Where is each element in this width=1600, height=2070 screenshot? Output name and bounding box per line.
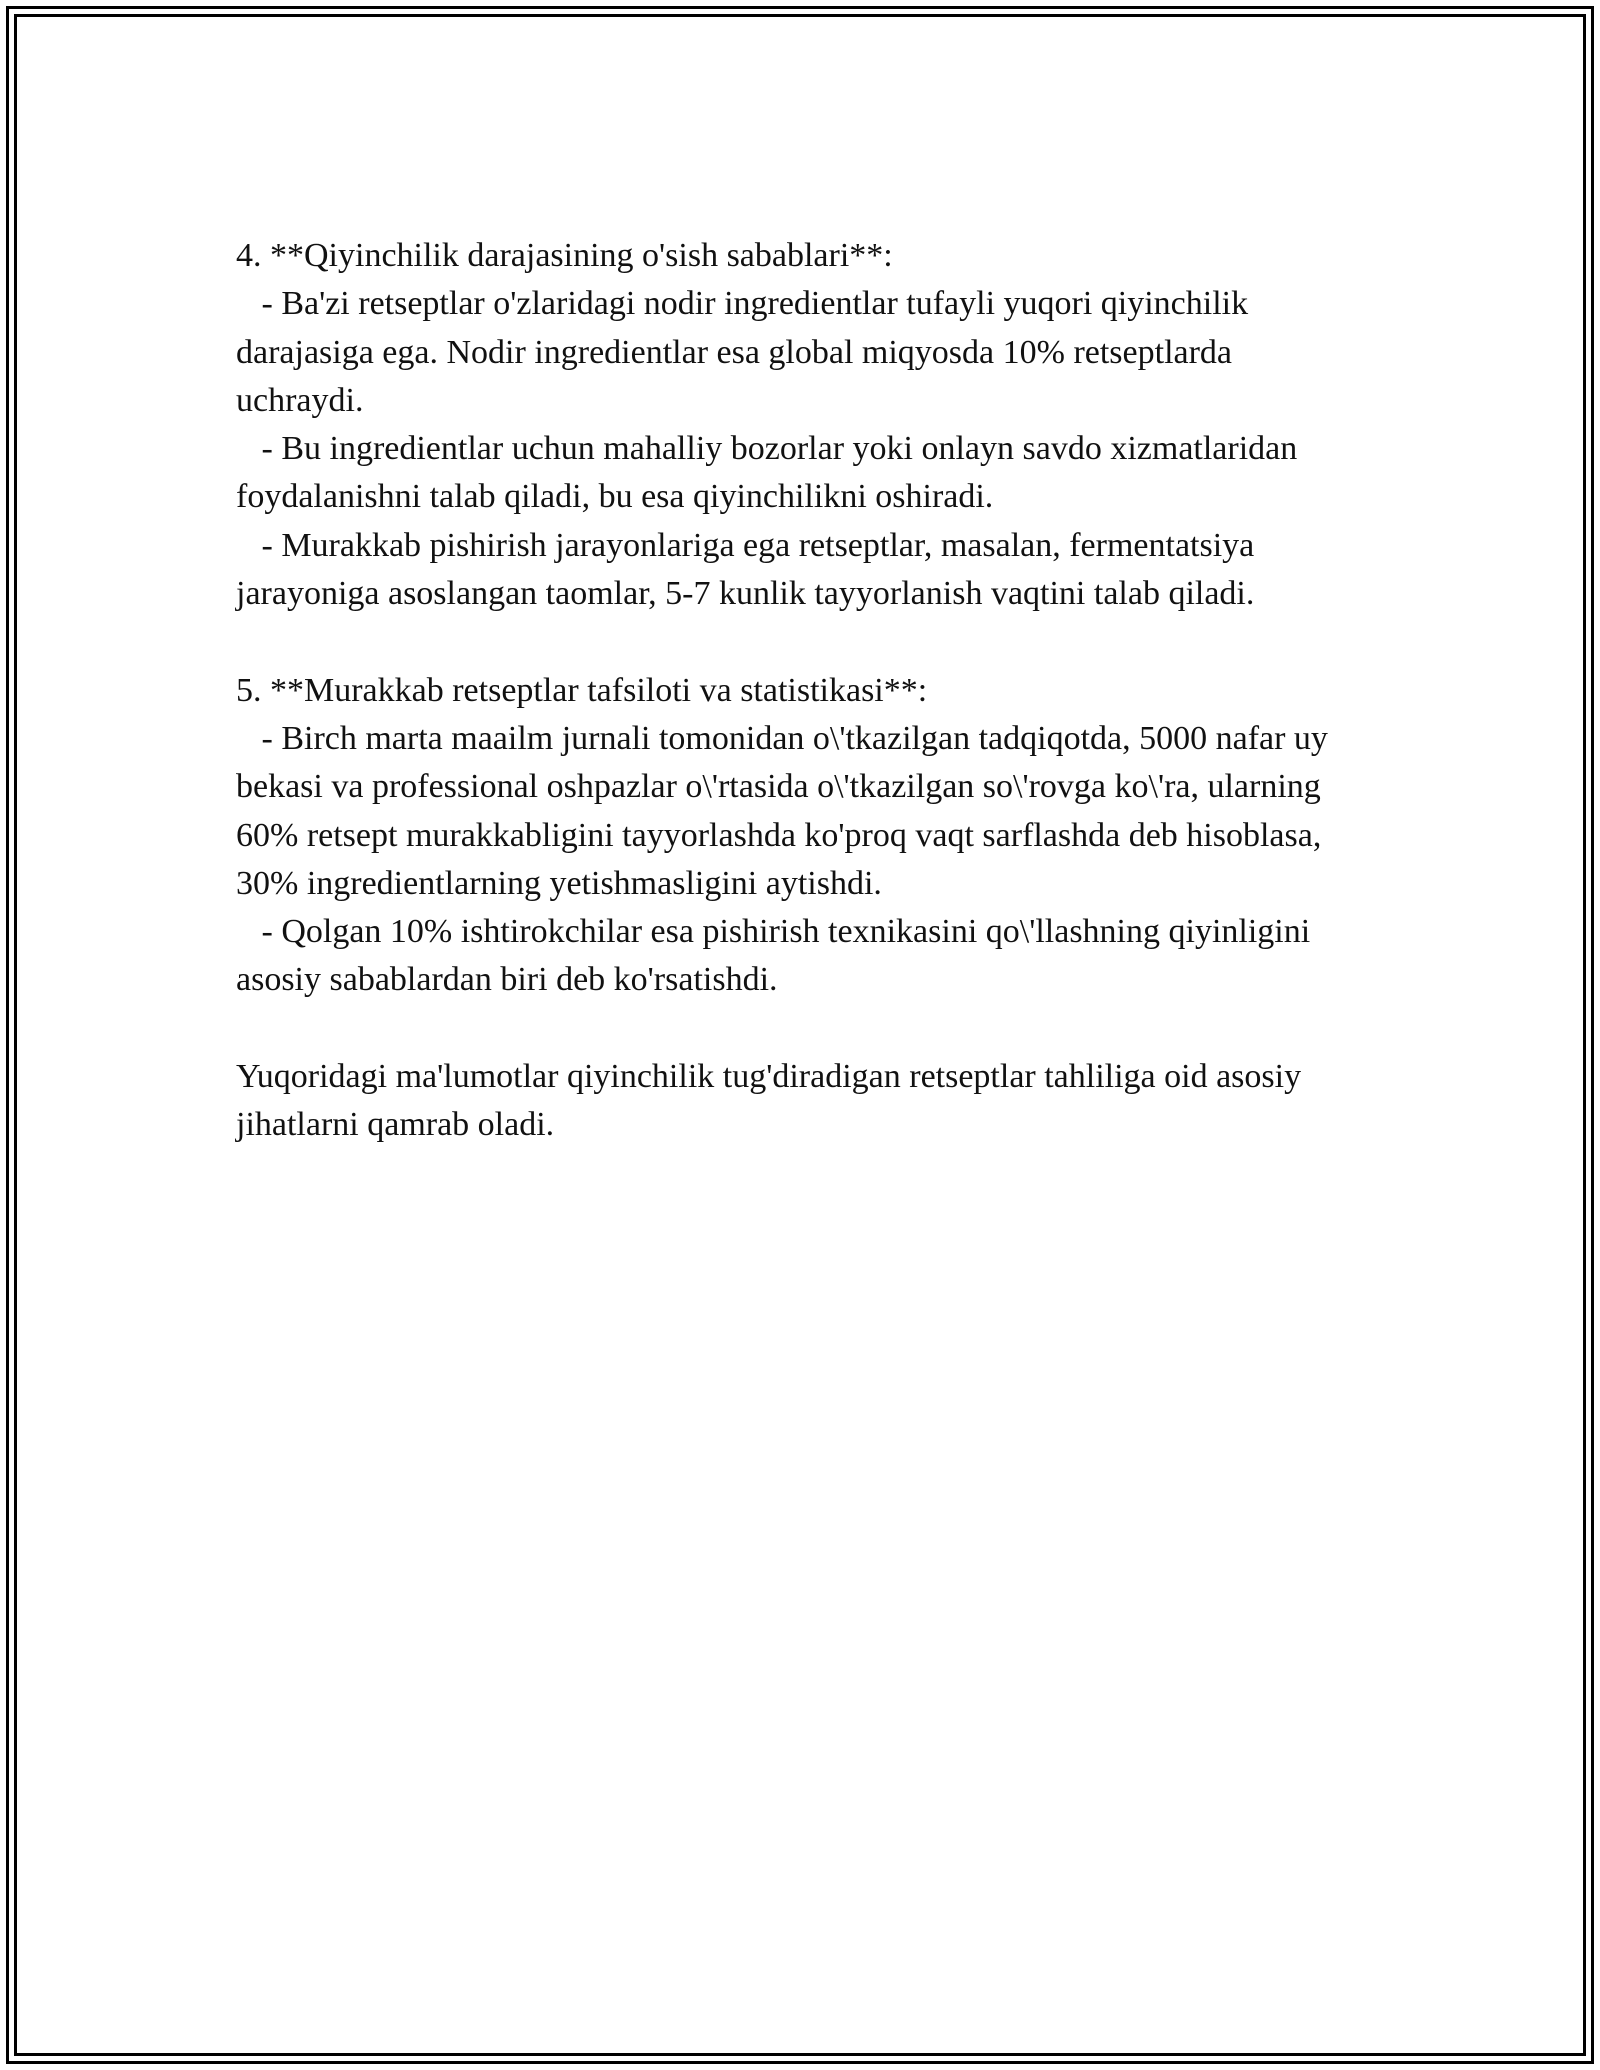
document-body <box>236 232 1356 1150</box>
section-4-item-3: - Murakkab pishirish jarayonlariga ega retseptlar, masalan, fermentatsiya jarayoniga asoslangan taomlar, 5-7 kunlik tayyorlanish vaqtini talab qiladi. <box>236 526 1263 613</box>
section-5-item-1: - Birch marta maailm jurnali tomonidan o\'tkazilgan tadqiqotda, 5000 nafar uy bekasi va professional oshpazlar o\'rtasida o\'tkazilgan so\'rovga ko\'ra, ularning 60% retsept murakkabligini tayyorlashda ko'proq vaqt sarflashda deb hisoblasa, 30% ingredientlarning yetishmasligini aytishdi. <box>236 719 1337 902</box>
conclusion-paragraph: Yuqoridagi ma'lumotlar qiyinchilik tug'diradigan retseptlar tahliliga oid asosiy jihatlarni qamrab oladi. <box>236 1058 1310 1144</box>
section-4-item-2: - Bu ingredientlar uchun mahalliy bozorlar yoki onlayn savdo xizmatlaridan foydalanishni talab qiladi, bu esa qiyinchilikni oshiradi. <box>236 430 1306 516</box>
section-5-heading: 5. **Murakkab retseptlar tafsiloti va statistikasi**: <box>236 671 928 709</box>
section-4-heading: 4. **Qiyinchilik darajasining o'sish sabablari**: <box>236 237 893 274</box>
section-4-item-1: - Ba'zi retseptlar o'zlaridagi nodir ingredientlar tufayli yuqori qiyinchilik darajasiga ega. Nodir ingredientlar esa global miqyosda 10% retseptlarda uchraydi. <box>236 285 1257 419</box>
paragraph-gap <box>236 618 1356 666</box>
section-5-item-2: - Qolgan 10% ishtirokchilar esa pishirish texnikasini qo\'llashning qiyinligini asosiy sabablardan biri deb ko'rsatishdi. <box>236 913 1319 999</box>
paragraph-gap <box>236 1005 1356 1053</box>
